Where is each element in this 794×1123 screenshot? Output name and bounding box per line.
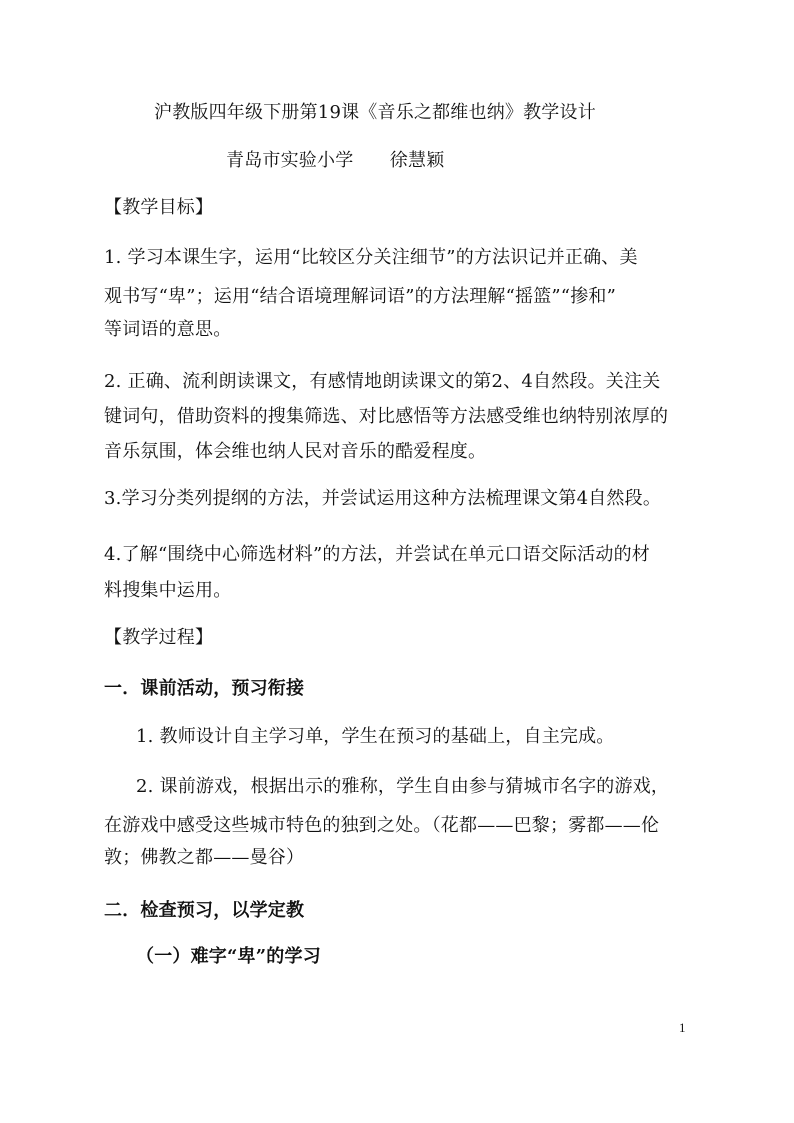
document-title: 沪教版四年级下册第19课《音乐之都维也纳》教学设计	[154, 102, 596, 123]
subsection-heading: （一）难字“卑”的学习	[136, 946, 321, 967]
section-one-item-1: 1. 教师设计自主学习单，学生在预习的基础上，自主完成。	[136, 726, 615, 747]
section-one-item-2-line-2: 在游戏中感受这些城市特色的独到之处。（花都——巴黎；雾都——伦	[104, 815, 660, 836]
objective-2-line-2: 键词句，借助资料的搜集筛选、对比感悟等方法感受维也纳特别浓厚的	[104, 406, 669, 427]
objective-4-line-2: 料搜集中运用。	[104, 580, 232, 601]
section-two-heading: 二．检查预习，以学定教	[104, 900, 305, 921]
objectives-heading: 【教学目标】	[104, 197, 214, 218]
objective-2-line-1: 2. 正确、流利朗读课文，有感情地朗读课文的第2、4自然段。关注关	[104, 371, 661, 392]
objective-2-line-3: 音乐氛围，体会维也纳人民对音乐的酷爱程度。	[104, 441, 487, 462]
objective-4-line-1: 4.了解“围绕中心筛选材料”的方法，并尝试在单元口语交际活动的材	[104, 544, 650, 565]
section-one-item-2-line-3: 敦；佛教之都——曼谷）	[104, 847, 305, 868]
section-one-heading: 一．课前活动，预习衔接	[104, 678, 305, 699]
process-heading: 【教学过程】	[104, 627, 214, 648]
objective-3-line-1: 3.学习分类列提纲的方法，并尝试运用这种方法梳理课文第4自然段。	[104, 488, 662, 509]
page-number: 1	[679, 1020, 686, 1035]
author-line: 青岛市实验小学 徐慧颖	[226, 150, 445, 171]
objective-1-line-2: 观书写“卑”；运用“结合语境理解词语”的方法理解“摇篮”“掺和”	[104, 286, 617, 307]
objective-1-line-3: 等词语的意思。	[104, 319, 232, 340]
objective-1-line-1: 1. 学习本课生字，运用“比较区分关注细节”的方法识记并正确、美	[104, 247, 638, 268]
section-one-item-2-line-1: 2. 课前游戏，根据出示的雅称，学生自由参与猜城市名字的游戏，	[136, 776, 670, 797]
